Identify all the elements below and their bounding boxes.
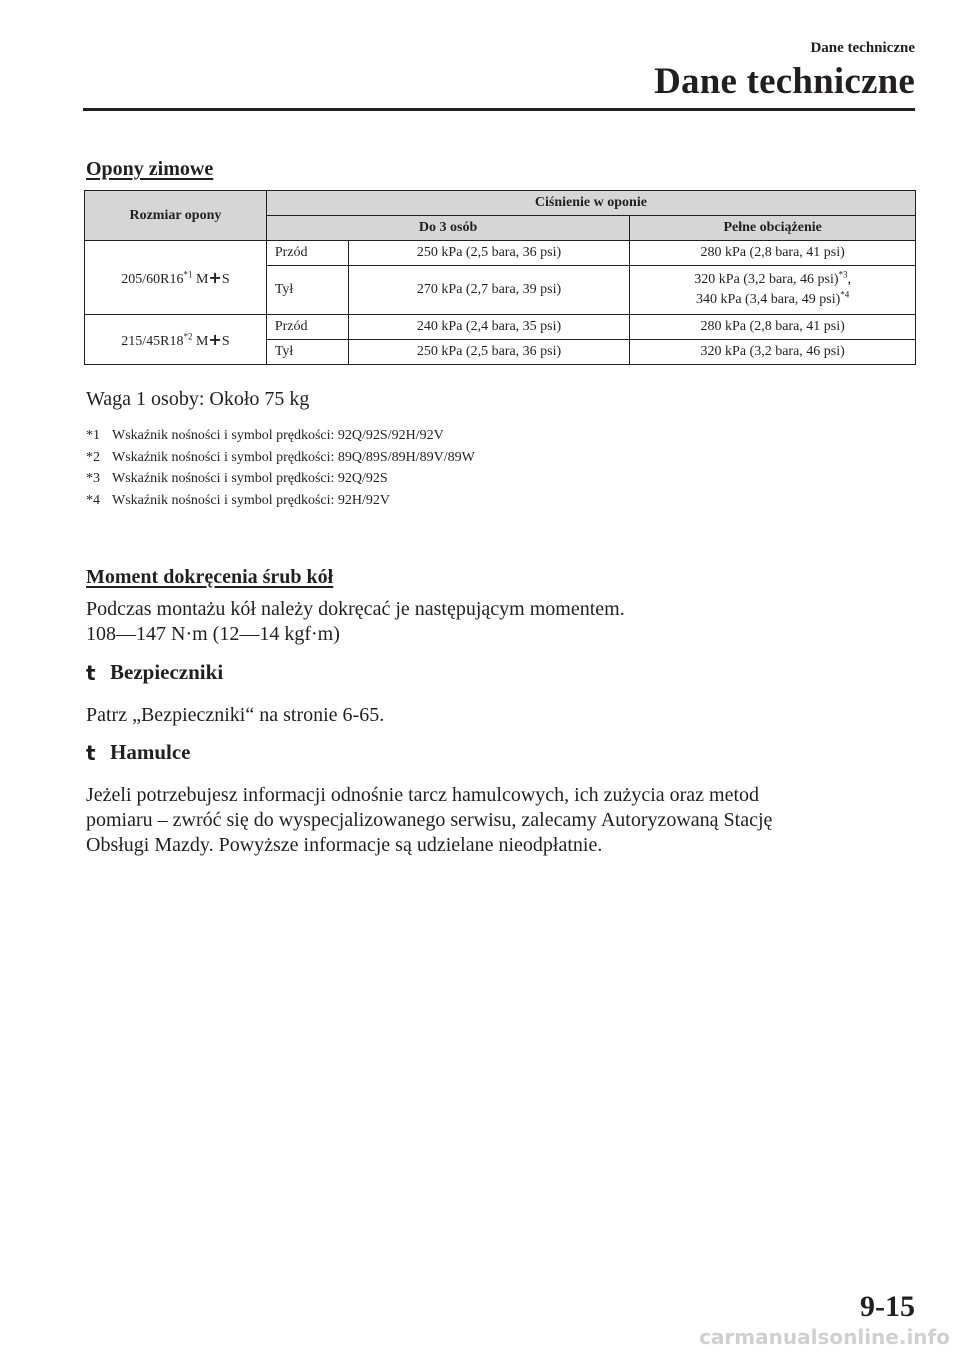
tire-size: 205/60R16: [121, 271, 184, 287]
pressure-up-to-3: 250 kPa (2,5 bara, 36 psi): [348, 241, 630, 266]
footnote-text: Wskaźnik nośności i symbol prędkości: 92H/92V: [112, 492, 391, 508]
pressure-up-to-3: 250 kPa (2,5 bara, 36 psi): [348, 340, 630, 365]
pressure-up-to-3: 240 kPa (2,4 bara, 35 psi): [348, 315, 630, 340]
separator: ,: [847, 272, 852, 287]
position-front: Przód: [266, 241, 348, 266]
pressure-full-load: 280 kPa (2,8 bara, 41 psi): [630, 241, 916, 266]
fuses-text: Patrz „Bezpieczniki“ na stronie 6-65.: [86, 704, 385, 726]
mud-snow-plus-icon: +: [208, 267, 222, 287]
page-header-title: Dane techniczne: [654, 61, 915, 102]
pressure-up-to-3: 270 kPa (2,7 bara, 39 psi): [348, 266, 630, 315]
table-header-row: [85, 191, 916, 216]
brakes-section-title: [86, 740, 190, 765]
pressure-full-load: [630, 266, 916, 315]
footnote-item: [86, 490, 475, 512]
footnote-mark: *4: [86, 492, 100, 508]
header-tire-pressure: Ciśnienie w oponie: [266, 191, 915, 216]
wheel-torque-value: 108—147 N·m (12—14 kgf·m): [86, 623, 340, 645]
page-number: 9-15: [860, 1290, 915, 1323]
footnote-item: [86, 447, 475, 469]
footnotes-list: [86, 425, 475, 511]
mud-snow-s: S: [221, 333, 230, 349]
table-row: [85, 315, 916, 340]
fuses-section-title: [86, 660, 223, 685]
tire-size-cell: [85, 241, 267, 315]
footnote-text: Wskaźnik nośności i symbol prędkości: 89Q/89S/89H/89V/89W: [112, 449, 475, 465]
mud-snow-m: M: [195, 333, 209, 349]
footnote-mark: *2: [86, 449, 100, 465]
footnote-mark: *1: [86, 428, 100, 443]
person-weight-note: Waga 1 osoby: Około 75 kg: [86, 388, 310, 410]
section-bullet-icon: t: [86, 660, 96, 685]
brakes-title: Hamulce: [110, 740, 191, 764]
brakes-line: Jeżeli potrzebujesz informacji odnośnie tarcz hamulcowych, ich zużycia oraz metod: [86, 784, 760, 806]
header-up-to-3-persons: Do 3 osób: [266, 216, 630, 241]
footnote-mark: *3: [86, 471, 100, 486]
footnote-item: [86, 425, 475, 447]
brakes-line: Obsługi Mazdy. Powyższe informacje są udzielane nieodpłatnie.: [86, 834, 603, 856]
position-front: Przód: [266, 315, 348, 340]
header-tire-size: Rozmiar opony: [85, 191, 267, 241]
page-header-small-title: Dane techniczne: [810, 40, 915, 56]
footnote-ref: *2: [183, 330, 193, 341]
tire-size-cell: [85, 315, 267, 365]
position-rear: Tył: [266, 266, 348, 315]
header-full-load: Pełne obciążenie: [630, 216, 916, 241]
wheel-torque-heading: Moment dokręcenia śrub kół: [86, 566, 334, 588]
watermark: carmanualsonline.info: [699, 1325, 950, 1349]
wheel-torque-text: [86, 597, 625, 647]
pressure-full-load: 280 kPa (2,8 bara, 41 psi): [630, 315, 916, 340]
mud-snow-plus-icon: +: [208, 329, 222, 349]
pressure-full-load: 320 kPa (3,2 bara, 46 psi): [630, 340, 916, 365]
footnote-ref: *1: [183, 268, 193, 279]
fuses-title: Bezpieczniki: [110, 660, 224, 684]
brakes-text: [86, 783, 772, 858]
footnote-item: [86, 468, 475, 490]
wheel-torque-line: Podczas montażu kół należy dokręcać je następującym momentem.: [86, 598, 625, 620]
tire-pressure-table: [84, 190, 916, 365]
pressure-value: 320 kPa (3,2 bara, 46 psi): [694, 272, 839, 287]
header-divider: [83, 108, 915, 111]
footnote-text: Wskaźnik nośności i symbol prędkości: 92Q/92S/92H/92V: [112, 428, 444, 443]
table-row: [85, 241, 916, 266]
winter-tires-heading: Opony zimowe: [86, 158, 214, 180]
section-bullet-icon: t: [86, 740, 96, 765]
mud-snow-m: M: [195, 271, 209, 287]
position-rear: Tył: [266, 340, 348, 365]
mud-snow-s: S: [221, 271, 230, 287]
footnote-text: Wskaźnik nośności i symbol prędkości: 92Q/92S: [112, 471, 388, 486]
footnote-ref: *4: [840, 289, 850, 300]
pressure-value: 340 kPa (3,4 bara, 49 psi): [696, 292, 841, 307]
footnote-ref: *3: [838, 269, 848, 280]
tire-size: 215/45R18: [121, 333, 184, 349]
brakes-line: pomiaru – zwróć się do wyspecjalizowanego serwisu, zalecamy Autoryzowaną Stację: [86, 809, 773, 831]
